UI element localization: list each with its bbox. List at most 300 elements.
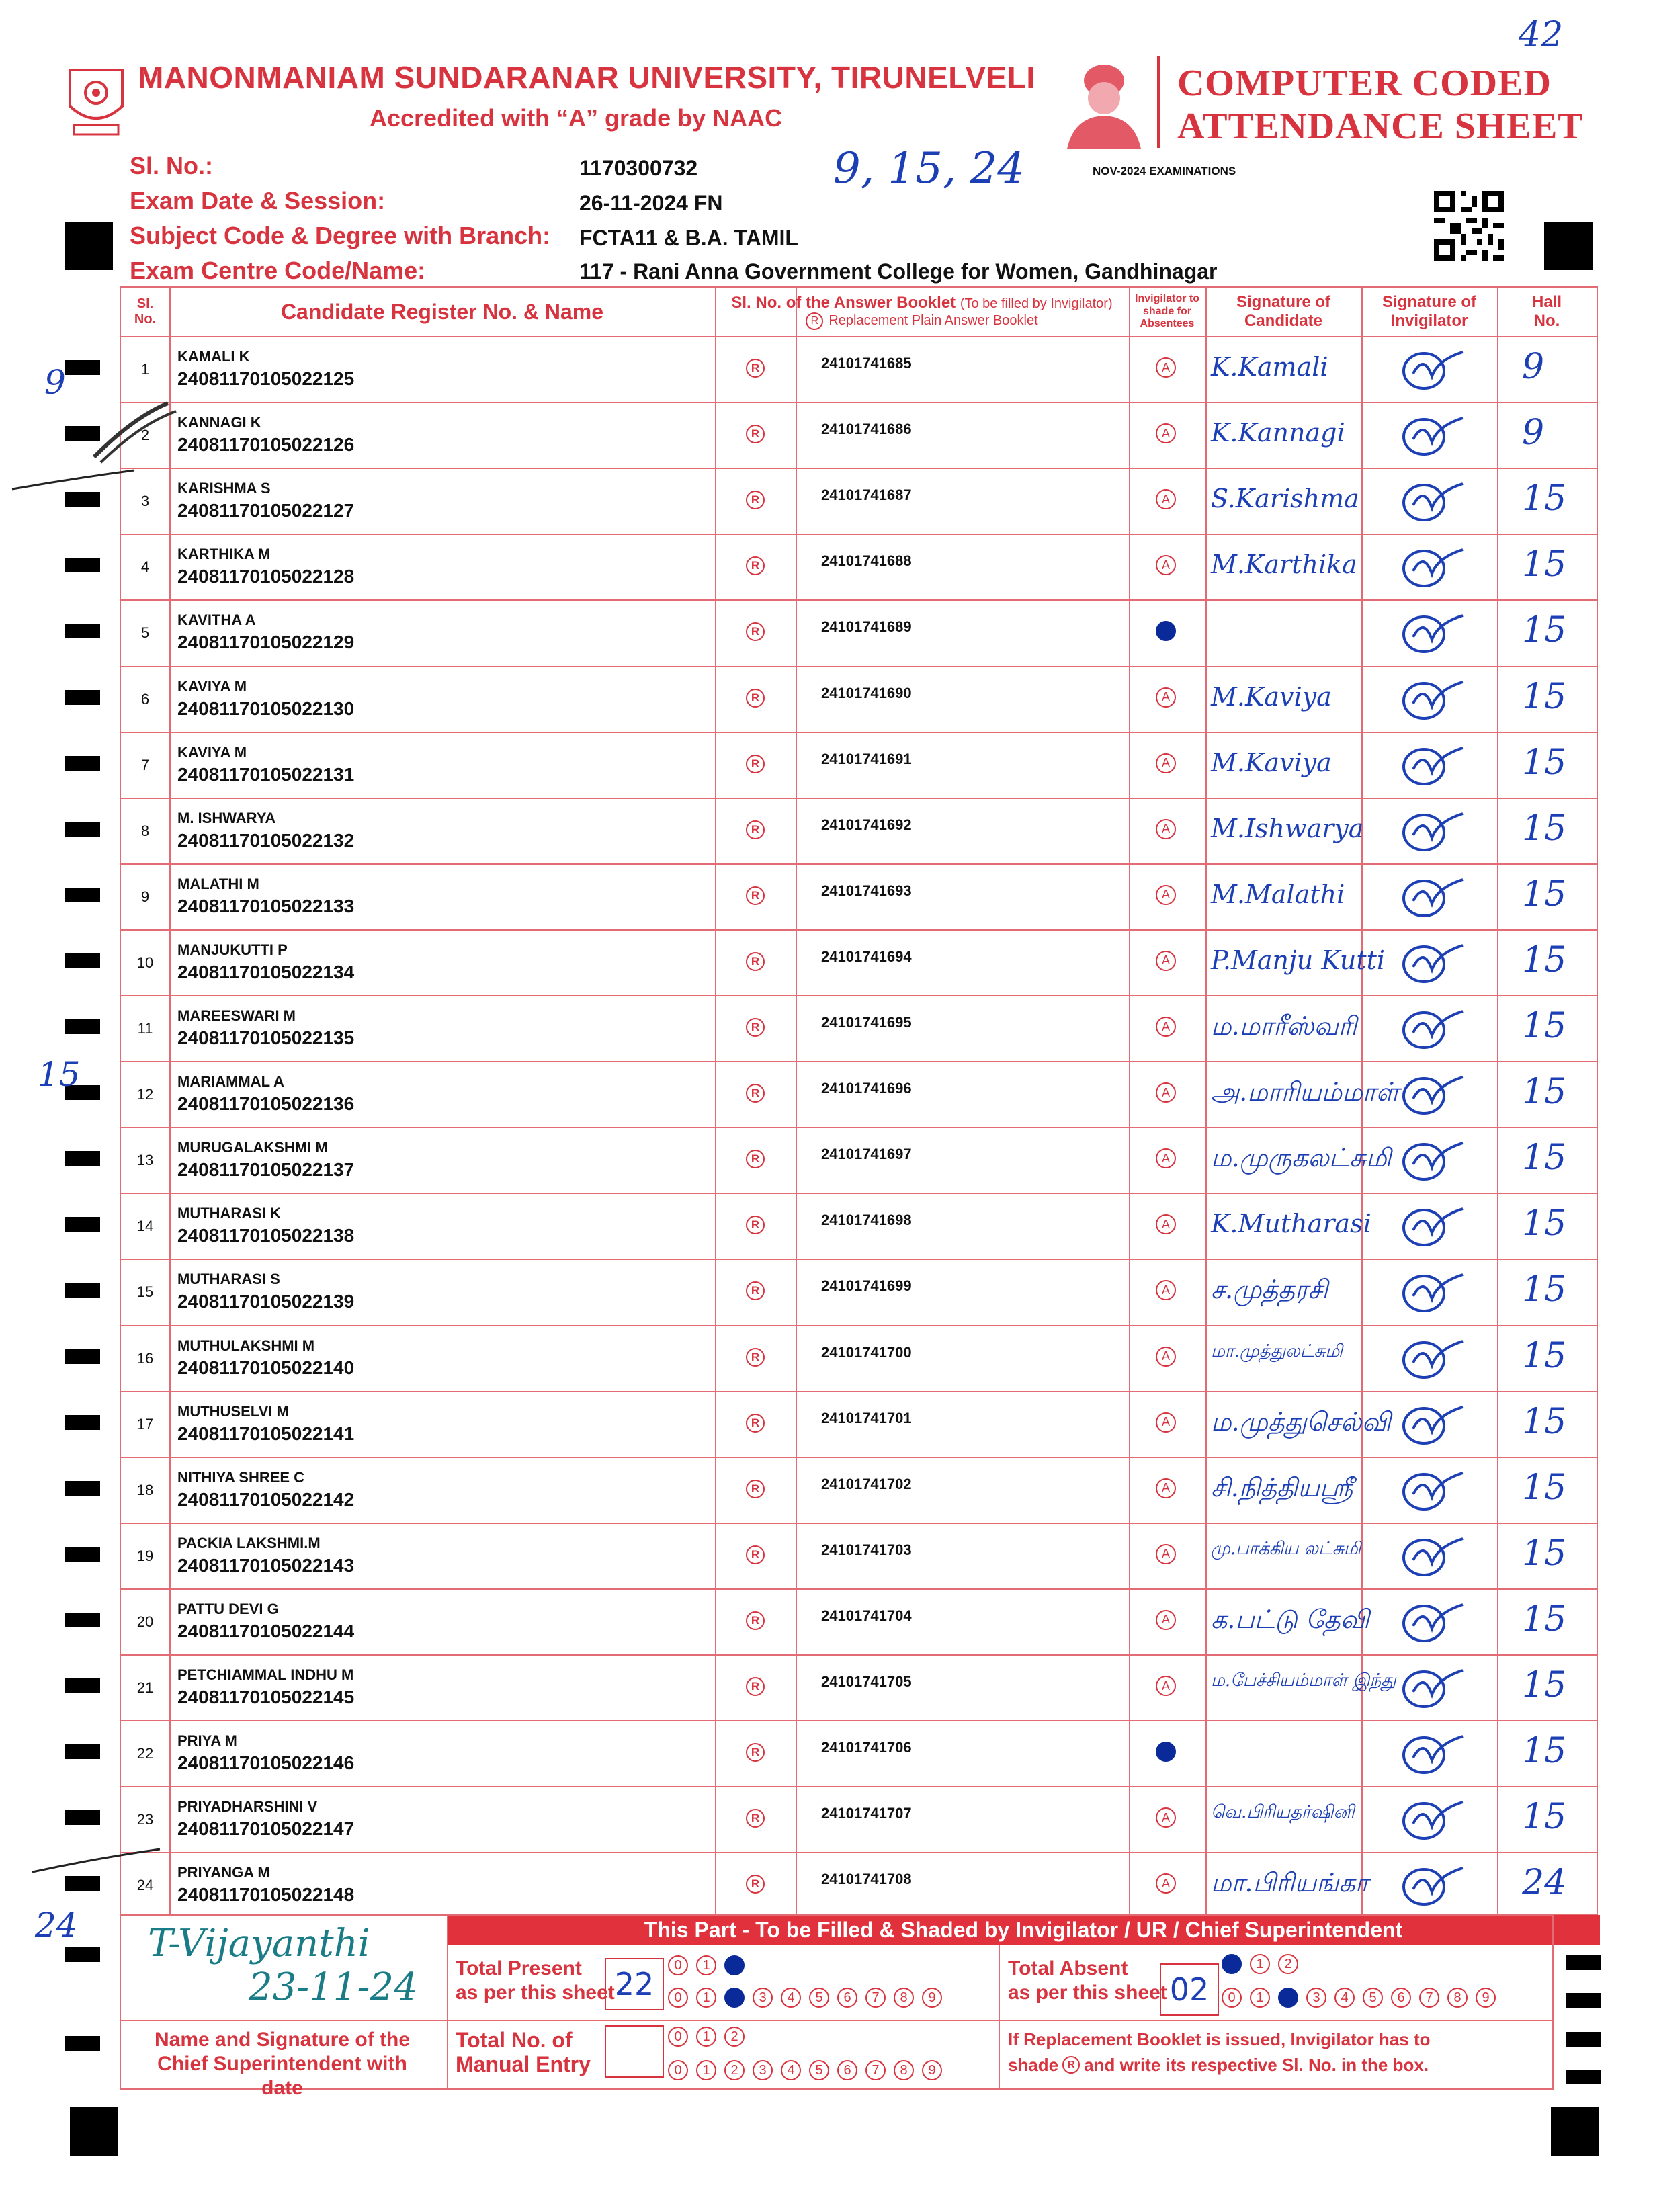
invigilator-signature (1393, 1863, 1468, 1910)
candidate-name: PACKIA LAKSHMI.M (177, 1534, 321, 1551)
row-sl-no: 15 (136, 1283, 154, 1301)
centre-value: 117 - Rani Anna Government College for Women, Gandhinagar (579, 259, 1218, 284)
timing-mark-left (65, 1947, 100, 1962)
digit-bubble[interactable]: 3 (753, 1988, 773, 2008)
row-sl-no: 20 (136, 1613, 154, 1630)
table-row (121, 1523, 1597, 1588)
registration-mark-bottom-left (70, 2107, 118, 2156)
register-number: 24081170105022147 (177, 1818, 355, 1840)
row-sl-no: 7 (140, 756, 150, 773)
candidate-name: MUTHARASI S (177, 1271, 280, 1288)
row-sl-no: 6 (140, 690, 150, 708)
candidate-name: PETCHIAMMAL INDHU M (177, 1666, 354, 1683)
candidate-name: MURUGALAKSHMI M (177, 1139, 328, 1156)
replacement-bubble[interactable]: R (746, 1018, 765, 1037)
booklet-number: 24101741695 (821, 1014, 912, 1031)
replacement-symbol-icon: R (1062, 2056, 1080, 2074)
absent-bubble[interactable]: A (1156, 357, 1176, 378)
table-row (121, 402, 1597, 468)
digit-bubble[interactable]: 2 (724, 2060, 745, 2080)
invigilator-signature (1393, 1665, 1468, 1712)
digit-bubble[interactable]: 9 (922, 1988, 942, 2008)
absent-count-box[interactable]: 02 (1160, 1963, 1219, 2016)
hall-number: 15 (1522, 610, 1567, 651)
candidate-signature: S.Karishma (1211, 484, 1359, 514)
booklet-number: 24101741707 (821, 1805, 912, 1822)
replacement-bubble[interactable]: R (746, 1084, 765, 1103)
replacement-bubble[interactable]: R (746, 1677, 765, 1696)
table-row (121, 1852, 1597, 1918)
invigilator-signature (1393, 1599, 1468, 1646)
candidate-signature: M.Kaviya (1211, 747, 1332, 777)
row-sl-no: 19 (136, 1547, 154, 1564)
digit-bubble[interactable]: 9 (922, 2060, 942, 2080)
row-sl-no: 1 (140, 361, 150, 378)
sl-no-label: Sl. No.: (130, 152, 213, 179)
candidate-name: MARIAMMAL A (177, 1073, 284, 1091)
row-sl-no: 13 (136, 1152, 154, 1169)
candidate-signature: சி.நித்தியஸ்ரீ (1211, 1472, 1353, 1502)
table-row (121, 1654, 1597, 1720)
absent-bubble[interactable]: A (1156, 1873, 1176, 1894)
row-sl-no: 16 (136, 1349, 154, 1367)
replacement-bubble[interactable]: R (746, 359, 765, 378)
replacement-bubble[interactable]: R (746, 425, 765, 443)
absent-bubble[interactable]: A (1156, 885, 1176, 905)
absent-bubble[interactable]: A (1156, 1478, 1176, 1498)
hall-number: 15 (1522, 1797, 1567, 1838)
replacement-bubble[interactable]: R (746, 1809, 765, 1828)
hall-number: 15 (1522, 1533, 1567, 1574)
candidate-signature: மு.பாக்கிய லட்சுமி (1211, 1538, 1361, 1559)
replacement-bubble[interactable]: R (746, 1414, 765, 1433)
candidate-signature: M.Ishwarya (1211, 813, 1364, 843)
replacement-bubble[interactable]: R (746, 1216, 765, 1234)
booklet-number: 24101741698 (821, 1211, 912, 1229)
digit-bubble[interactable]: 1 (696, 1955, 716, 1975)
digit-bubble[interactable]: 7 (865, 2060, 886, 2080)
digit-bubble[interactable]: 2 (724, 2027, 745, 2047)
absent-bubble[interactable]: A (1156, 1280, 1176, 1300)
absent-bubble[interactable]: A (1156, 1676, 1176, 1696)
candidate-name: PRIYANGA M (177, 1864, 270, 1881)
row-sl-no: 21 (136, 1679, 154, 1697)
hall-number: 15 (1522, 676, 1567, 717)
candidate-name: PRIYADHARSHINI V (177, 1798, 318, 1816)
invigilator-signature (1393, 1138, 1468, 1185)
candidate-name: MUTHARASI K (177, 1205, 281, 1222)
invigilator-signature (1393, 677, 1468, 724)
candidate-signature: ம.மாரீஸ்வரி (1211, 1011, 1357, 1041)
row-sl-no: 11 (137, 1020, 153, 1037)
hall-number: 15 (1522, 1401, 1567, 1442)
hall-number: 15 (1522, 1467, 1567, 1508)
digit-bubble[interactable]: 3 (1306, 1988, 1326, 2008)
digit-bubble[interactable]: 8 (1447, 1988, 1468, 2008)
manual-tens-bubbles[interactable] (668, 2027, 753, 2047)
digit-bubble[interactable] (1222, 1954, 1242, 1974)
hall-number: 15 (1522, 1599, 1567, 1640)
registration-mark-top-right (1544, 222, 1593, 270)
table-row (121, 1720, 1597, 1786)
digit-bubble[interactable]: 0 (668, 2060, 688, 2080)
timing-mark-right (1566, 1955, 1601, 1970)
hall-number: 15 (1522, 544, 1567, 585)
hall-number: 15 (1522, 1203, 1567, 1244)
candidate-signature: P.Manju Kutti (1211, 945, 1386, 975)
table-row (121, 534, 1597, 599)
founder-portrait (1060, 55, 1148, 149)
register-number: 24081170105022128 (177, 566, 355, 587)
booklet-number: 24101741703 (821, 1541, 912, 1558)
booklet-number: 24101741685 (821, 355, 912, 372)
hall-number: 15 (1522, 1269, 1567, 1310)
absent-bubble[interactable]: A (1156, 1347, 1176, 1367)
digit-bubble[interactable]: 4 (781, 1988, 801, 2008)
booklet-number: 24101741701 (821, 1409, 912, 1427)
candidate-signature: K.Kannagi (1211, 418, 1345, 448)
invigilator-signature (1393, 742, 1468, 790)
candidate-signature: K.Kamali (1211, 352, 1328, 382)
register-number: 24081170105022130 (177, 697, 355, 719)
candidate-name: KARTHIKA M (177, 546, 271, 563)
row-sl-no: 10 (136, 953, 154, 971)
candidate-name: MALATHI M (177, 875, 259, 892)
table-row (121, 336, 1597, 402)
digit-bubble[interactable] (1278, 1988, 1298, 2008)
invigilator-signature (1393, 1203, 1468, 1250)
row-sl-no: 9 (140, 888, 150, 905)
replacement-bubble[interactable]: R (746, 1875, 765, 1894)
absent-bubble[interactable] (1156, 621, 1176, 641)
table-row (121, 1259, 1597, 1324)
table-row (121, 1786, 1597, 1852)
invigilator-signature (1393, 478, 1468, 525)
register-number: 24081170105022134 (177, 961, 355, 982)
margin-strokes (0, 0, 269, 1949)
absent-bubble[interactable]: A (1156, 555, 1176, 575)
absent-bubble[interactable]: A (1156, 753, 1176, 773)
header-hall-no: Hall No. (1531, 293, 1562, 330)
invigilator-signature (1393, 1336, 1468, 1383)
candidate-name: KAMALI K (177, 348, 250, 365)
sheet-title: COMPUTER CODED ATTENDANCE SHEET (1177, 62, 1584, 147)
booklet-number: 24101741697 (821, 1146, 912, 1163)
hall-number: 9 (1522, 347, 1545, 387)
candidate-signature: K.Mutharasi (1211, 1209, 1371, 1239)
attendance-table (120, 286, 1598, 1915)
absent-bubble[interactable]: A (1156, 1807, 1176, 1828)
register-number: 24081170105022136 (177, 1093, 355, 1115)
absent-label: Total Absent as per this sheet (1008, 1957, 1167, 2004)
table-row (121, 1127, 1597, 1193)
digit-bubble[interactable]: 1 (1250, 1988, 1270, 2008)
booklet-number: 24101741696 (821, 1080, 912, 1097)
candidate-name: KARISHMA S (177, 480, 271, 497)
replacement-bubble[interactable]: R (746, 556, 765, 575)
digit-bubble[interactable]: 5 (809, 2060, 829, 2080)
replacement-bubble[interactable]: R (746, 952, 765, 971)
absent-bubble[interactable]: A (1156, 1017, 1176, 1037)
absent-bubble[interactable] (1156, 1742, 1176, 1762)
candidate-signature: அ.மாரியம்மாள் (1211, 1077, 1399, 1107)
invigilator-signature (1393, 1533, 1468, 1580)
invigilator-banner: This Part - To be Filled & Shaded by Invigilator / UR / Chief Superintendent (447, 1915, 1600, 1945)
booklet-number: 24101741693 (821, 882, 912, 899)
absent-units-bubbles[interactable] (1222, 1988, 1504, 2008)
chief-signature: T-Vijayanthi 23-11-24 (148, 1922, 418, 2009)
invigilator-signature (1393, 1402, 1468, 1449)
table-row (121, 1325, 1597, 1391)
booklet-number: 24101741702 (821, 1475, 912, 1492)
booklet-number: 24101741692 (821, 816, 912, 833)
replacement-bubble[interactable]: R (746, 1611, 765, 1630)
table-row (121, 1588, 1597, 1654)
row-sl-no: 3 (140, 493, 150, 510)
hall-number: 15 (1522, 808, 1567, 849)
digit-bubble[interactable]: 1 (1250, 1954, 1270, 1974)
hall-number: 15 (1522, 1072, 1567, 1113)
booklet-number: 24101741699 (821, 1277, 912, 1295)
candidate-signature: ம.முருகலட்சுமி (1211, 1143, 1392, 1173)
register-number: 24081170105022148 (177, 1884, 355, 1906)
absent-bubble[interactable]: A (1156, 819, 1176, 839)
register-number: 24081170105022143 (177, 1554, 355, 1576)
row-sl-no: 18 (136, 1481, 154, 1498)
hall-number: 15 (1522, 939, 1567, 980)
booklet-number: 24101741686 (821, 421, 912, 438)
candidate-name: M. ISHWARYA (177, 809, 276, 826)
replacement-bubble[interactable]: R (746, 1545, 765, 1564)
replacement-bubble[interactable]: R (746, 1281, 765, 1300)
invigilator-signature (1393, 347, 1468, 394)
header-candidate: Candidate Register No. & Name (280, 299, 604, 324)
digit-bubble[interactable]: 0 (668, 1955, 688, 1975)
hall-number: 15 (1522, 1138, 1567, 1179)
digit-bubble[interactable] (724, 1988, 745, 2008)
absent-bubble[interactable]: A (1156, 1082, 1176, 1103)
candidate-signature: மா.முத்துலட்சுமி (1211, 1341, 1343, 1361)
present-label: Total Present as per this sheet (456, 1957, 615, 2004)
register-number: 24081170105022125 (177, 368, 355, 389)
hall-number: 15 (1522, 1335, 1567, 1376)
replacement-bubble[interactable]: R (746, 886, 765, 905)
digit-bubble[interactable]: 6 (837, 2060, 857, 2080)
replacement-bubble[interactable]: R (746, 622, 765, 641)
absent-tens-bubbles[interactable] (1222, 1954, 1306, 1974)
digit-bubble[interactable]: 7 (1419, 1988, 1439, 2008)
replacement-bubble[interactable]: R (746, 1480, 765, 1498)
candidate-signature: ம.முத்துசெல்வி (1211, 1406, 1391, 1437)
candidate-signature: M.Karthika (1211, 550, 1357, 580)
absent-bubble[interactable]: A (1156, 1412, 1176, 1433)
digit-bubble[interactable]: 6 (837, 1988, 857, 2008)
candidate-signature: ம.பேச்சியம்மாள் இந்து (1211, 1670, 1396, 1691)
table-row (121, 1061, 1597, 1127)
candidate-signature: ச.முத்தரசி (1211, 1275, 1328, 1305)
table-row (121, 599, 1597, 665)
row-sl-no: 17 (136, 1415, 154, 1433)
digit-bubble[interactable]: 1 (696, 2060, 716, 2080)
booklet-number: 24101741700 (821, 1343, 912, 1361)
timing-mark-right (1566, 2070, 1601, 2084)
digit-bubble[interactable]: 6 (1391, 1988, 1411, 2008)
invigilator-signature (1393, 1731, 1468, 1778)
invigilator-signature (1393, 610, 1468, 657)
candidate-signature: M.Kaviya (1211, 681, 1332, 712)
register-number: 24081170105022131 (177, 763, 355, 785)
candidate-name: NITHIYA SHREE C (177, 1468, 305, 1486)
row-sl-no: 12 (136, 1086, 154, 1103)
booklet-number: 24101741706 (821, 1739, 912, 1756)
timing-mark-right (1566, 2032, 1601, 2047)
booklet-number: 24101741705 (821, 1673, 912, 1690)
replacement-bubble[interactable]: R (746, 1743, 765, 1762)
absent-bubble[interactable]: A (1156, 687, 1176, 708)
hall-number: 15 (1522, 742, 1567, 783)
manual-entry-label: Total No. of Manual Entry (456, 2028, 591, 2076)
hall-number: 15 (1522, 1731, 1567, 1772)
manual-entry-box[interactable] (605, 2025, 664, 2078)
sl-no-value: 1170300732 (579, 156, 698, 180)
present-units-bubbles[interactable] (668, 1988, 950, 2008)
invigilator-signature (1393, 940, 1468, 987)
absent-bubble[interactable]: A (1156, 951, 1176, 971)
candidate-signature: மா.பிரியங்கா (1211, 1868, 1369, 1898)
register-number: 24081170105022144 (177, 1620, 355, 1642)
accreditation-text: Accredited with “A” grade by NAAC (370, 104, 783, 132)
candidate-name: MUTHUSELVI M (177, 1402, 289, 1420)
register-number: 24081170105022132 (177, 829, 355, 851)
subject-label: Subject Code & Degree with Branch: (130, 222, 551, 249)
invigilator-signature (1393, 1467, 1468, 1515)
present-tens-bubbles[interactable] (668, 1955, 753, 1975)
replacement-note: If Replacement Booklet is issued, Invigilator has to shade R and write its respective Sl. No. in the box. (1008, 2029, 1431, 2075)
replacement-bubble[interactable]: R (746, 689, 765, 708)
table-row (121, 666, 1597, 732)
invigilator-signature (1393, 544, 1468, 591)
qr-code (1434, 191, 1504, 261)
row-sl-no: 23 (136, 1811, 154, 1828)
invigilator-signature (1393, 413, 1468, 460)
replacement-bubble[interactable]: R (746, 1348, 765, 1367)
candidate-name: KAVIYA M (177, 677, 247, 695)
digit-bubble[interactable]: 3 (753, 2060, 773, 2080)
digit-bubble[interactable]: 5 (809, 1988, 829, 2008)
candidate-name: MAREESWARI M (177, 1007, 296, 1024)
header-absent: Invigilator to shade for Absentees (1135, 293, 1199, 330)
digit-bubble[interactable]: 0 (668, 1988, 688, 2008)
replacement-symbol-icon: R (806, 312, 823, 330)
hall-number: 15 (1522, 874, 1567, 914)
digit-bubble[interactable]: 1 (696, 2027, 716, 2047)
digit-bubble[interactable]: 7 (865, 1988, 886, 2008)
booklet-number: 24101741688 (821, 552, 912, 570)
absent-bubble[interactable]: A (1156, 489, 1176, 509)
absent-bubble[interactable]: A (1156, 1148, 1176, 1168)
digit-bubble[interactable]: 0 (668, 2027, 688, 2047)
timing-mark-right (1566, 1993, 1601, 2008)
booklet-number: 24101741687 (821, 486, 912, 504)
invigilator-signature (1393, 1269, 1468, 1316)
present-count-box[interactable]: 22 (605, 1958, 664, 2010)
absent-bubble[interactable]: A (1156, 423, 1176, 443)
register-number: 24081170105022135 (177, 1027, 355, 1048)
digit-bubble[interactable]: 9 (1476, 1988, 1496, 2008)
handwritten-hall-note: 9, 15, 24 (833, 144, 1025, 194)
replacement-bubble[interactable]: R (746, 755, 765, 773)
hall-number: 9 (1522, 413, 1545, 454)
margin-note-9: 9 (44, 363, 66, 402)
candidate-name: KANNAGI K (177, 414, 261, 431)
replacement-bubble[interactable]: R (746, 1150, 765, 1168)
margin-note-24: 24 (35, 1906, 78, 1945)
booklet-number: 24101741691 (821, 750, 912, 767)
digit-bubble[interactable]: 4 (781, 2060, 801, 2080)
digit-bubble[interactable]: 4 (1334, 1988, 1355, 2008)
booklet-number: 24101741704 (821, 1607, 912, 1624)
manual-units-bubbles[interactable] (668, 2060, 950, 2080)
digit-bubble[interactable]: 1 (696, 1988, 716, 2008)
header-sig-invigilator: Signature of Invigilator (1382, 293, 1476, 330)
candidate-signature: வெ.பிரியதர்ஷினி (1211, 1802, 1355, 1823)
absent-bubble[interactable]: A (1156, 1610, 1176, 1630)
digit-bubble[interactable]: 0 (1222, 1988, 1242, 2008)
register-number: 24081170105022129 (177, 632, 355, 653)
timing-mark-left (65, 2036, 100, 2051)
register-number: 24081170105022146 (177, 1752, 355, 1774)
invigilator-signature (1393, 808, 1468, 855)
page-number: 42 (1519, 15, 1564, 55)
candidate-name: MUTHULAKSHMI M (177, 1336, 315, 1354)
header-divider (1157, 56, 1160, 148)
digit-bubble[interactable]: 8 (894, 1988, 914, 2008)
table-row (121, 863, 1597, 929)
digit-bubble[interactable]: 2 (1278, 1954, 1298, 1974)
digit-bubble[interactable]: 8 (894, 2060, 914, 2080)
booklet-number: 24101741689 (821, 618, 912, 636)
candidate-name: PRIYA M (177, 1732, 237, 1750)
digit-bubble[interactable]: 5 (1363, 1988, 1383, 2008)
register-number: 24081170105022140 (177, 1357, 355, 1378)
table-row (121, 798, 1597, 863)
replacement-bubble[interactable]: R (746, 491, 765, 509)
digit-bubble[interactable] (724, 1955, 745, 1975)
row-sl-no: 8 (140, 822, 150, 839)
candidate-name: MANJUKUTTI P (177, 941, 288, 958)
university-name: MANONMANIAM SUNDARANAR UNIVERSITY, TIRUNELVELI (138, 60, 1035, 95)
absent-bubble[interactable]: A (1156, 1214, 1176, 1234)
row-sl-no: 14 (136, 1218, 154, 1235)
register-number: 24081170105022133 (177, 895, 355, 917)
register-number: 24081170105022138 (177, 1225, 355, 1246)
invigilator-signature (1393, 874, 1468, 921)
register-number: 24081170105022145 (177, 1687, 355, 1707)
row-sl-no: 22 (136, 1745, 154, 1762)
invigilator-signature (1393, 1006, 1468, 1053)
register-number: 24081170105022127 (177, 500, 355, 521)
replacement-bubble[interactable]: R (746, 820, 765, 839)
absent-bubble[interactable]: A (1156, 1544, 1176, 1564)
hall-number: 15 (1522, 1665, 1567, 1705)
table-row (121, 468, 1597, 534)
subject-value: FCTA11 & B.A. TAMIL (579, 226, 798, 250)
chief-label: Name and Signature of the Chief Superintendent with date (154, 2029, 411, 2099)
candidate-name: KAVIYA M (177, 743, 247, 761)
table-row (121, 995, 1597, 1061)
invigilator-signature (1393, 1797, 1468, 1844)
booklet-number: 24101741690 (821, 684, 912, 701)
